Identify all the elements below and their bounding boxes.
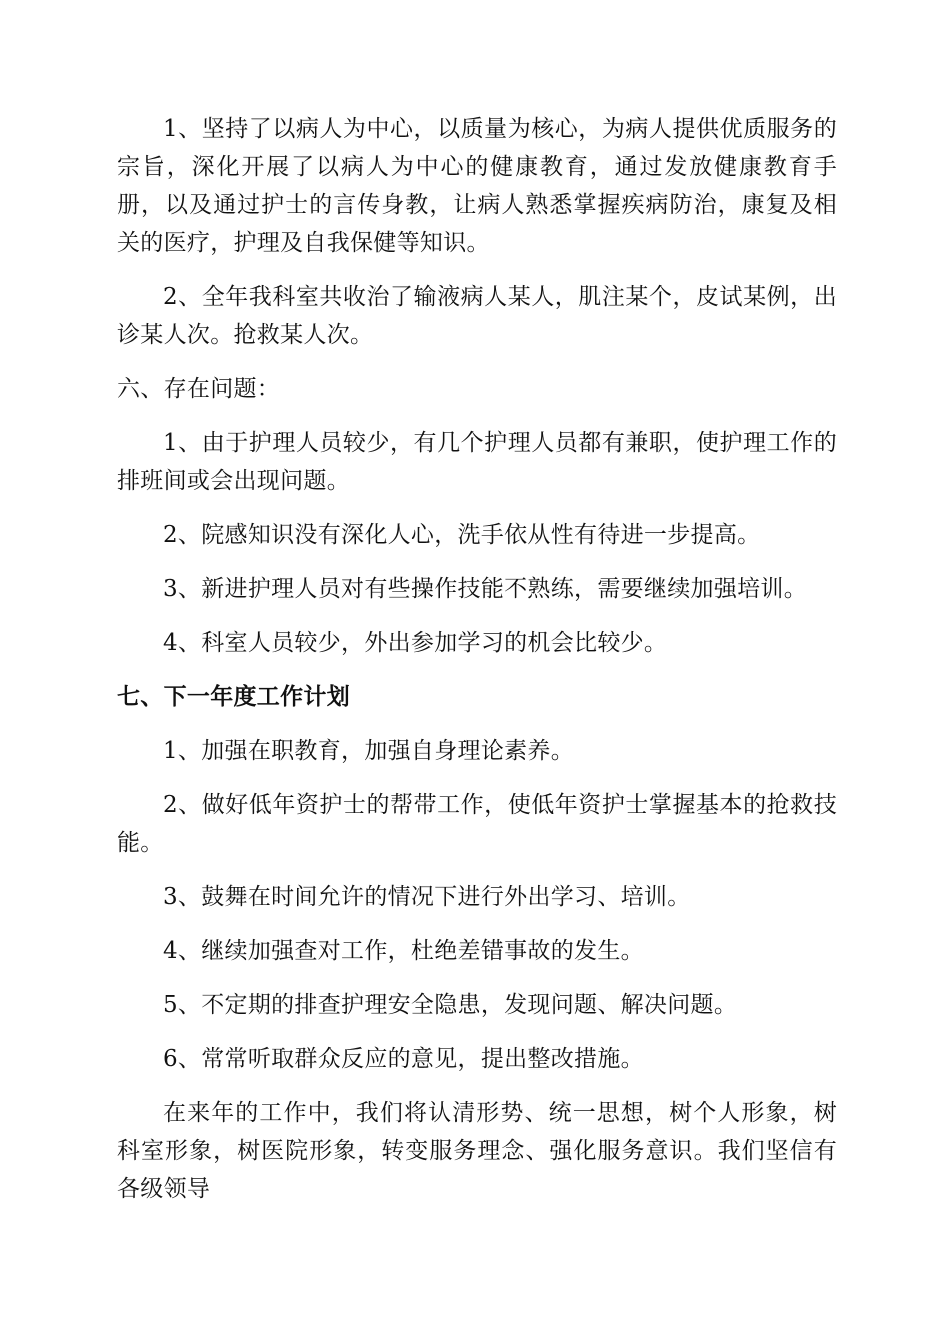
paragraph-patient-statistics: 2、全年我科室共收治了输液病人某人，肌注某个，皮试某例，出诊某人次。抢救某人次。 <box>117 284 837 348</box>
paragraph-conclusion: 在来年的工作中，我们将认清形势、统一思想，树个人形象，树科室形象，树医院形象，转变服务理念、强化服务意识。我们坚信有各级领导 <box>117 1100 837 1202</box>
problem-item-2: 2、院感知识没有深化人心，洗手依从性有待进一步提高。 <box>163 522 761 548</box>
section-heading-next-year-plan: 七、下一年度工作计划 <box>117 683 350 710</box>
paragraph-quality-service: 1、坚持了以病人为中心，以质量为核心，为病人提供优质服务的宗旨，深化开展了以病人为中心的健康教育，通过发放健康教育手册，以及通过护士的言传身教，让病人熟悉掌握疾病防治，康复及相关的医疗，护理及自我保健等知识。 <box>117 116 837 256</box>
plan-item-5: 5、不定期的排查护理安全隐患，发现问题、解决问题。 <box>163 992 738 1018</box>
section-heading-problems: 六、存在问题： <box>117 376 281 402</box>
problem-item-4: 4、科室人员较少，外出参加学习的机会比较少。 <box>163 630 668 656</box>
plan-item-6: 6、常常听取群众反应的意见，提出整改措施。 <box>163 1046 644 1072</box>
document-page <box>117 110 837 1208</box>
plan-item-2: 2、做好低年资护士的帮带工作，使低年资护士掌握基本的抢救技能。 <box>117 792 837 856</box>
problem-item-1: 1、由于护理人员较少，有几个护理人员都有兼职，使护理工作的排班间或会出现问题。 <box>117 430 837 494</box>
plan-item-3: 3、鼓舞在时间允许的情况下进行外出学习、培训。 <box>163 884 691 910</box>
plan-item-1: 1、加强在职教育，加强自身理论素养。 <box>163 738 575 764</box>
plan-item-4: 4、继续加强查对工作，杜绝差错事故的发生。 <box>163 938 644 964</box>
problem-item-3: 3、新进护理人员对有些操作技能不熟练，需要继续加强培训。 <box>163 576 808 602</box>
